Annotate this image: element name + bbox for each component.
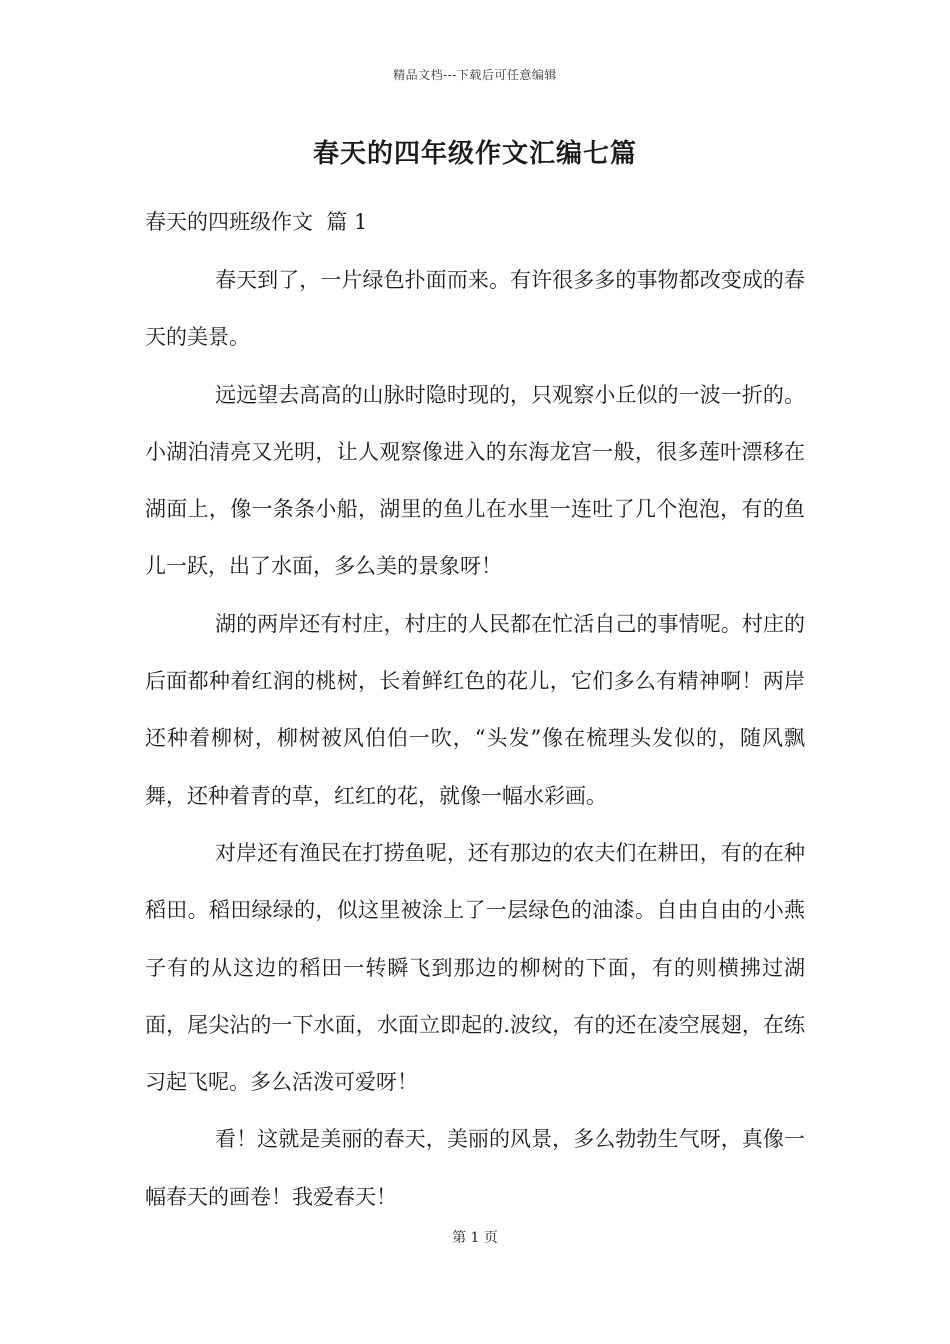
paragraph-5: 看！这就是美丽的春天，美丽的风景，多么勃勃生气呀，真像一幅春天的画卷！我爱春天！ <box>145 1127 805 1209</box>
page-title: 春天的四年级作文汇编七篇 <box>312 139 637 169</box>
body-text <box>145 252 805 1226</box>
paragraph-1: 春天到了，一片绿色扑面而来。有许很多多的事物都改变成的春天的美景。 <box>145 268 805 350</box>
section-subtitle: 春天的四班级作文 篇 1 <box>145 210 368 234</box>
paragraph-2: 远远望去高高的山脉时隐时现的，只观察小丘似的一波一折的。小湖泊清亮又光明，让人观察像进入的东海龙宫一般，很多莲叶漂移在湖面上，像一条条小船，湖里的鱼儿在水里一连吐了几个泡泡，有的鱼儿一跃，出了水面，多么美的景象呀！ <box>145 382 805 579</box>
header-note: 精品文档---下载后可任意编辑 <box>393 68 557 82</box>
paragraph-4: 对岸还有渔民在打捞鱼呢，还有那边的农夫们在耕田，有的在种稻田。稻田绿绿的，似这里被涂上了一层绿色的油漆。自由自由的小燕子有的从这边的稻田一转瞬飞到那边的柳树的下面，有的则横拂过湖面，尾尖沾的一下水面，水面立即起的.波纹，有的还在凌空展翅，在练习起飞呢。多么活泼可爱呀！ <box>145 840 805 1095</box>
paragraph-3: 湖的两岸还有村庄，村庄的人民都在忙活自己的事情呢。村庄的后面都种着红润的桃树，长着鲜红色的花儿，它们多么有精神啊！两岸还种着柳树，柳树被风伯伯一吹，“头发”像在梳理头发似的，随风飘舞，还种着青的草，红红的花，就像一幅水彩画。 <box>145 611 805 808</box>
page-number: 第 1 页 <box>452 1230 498 1246</box>
